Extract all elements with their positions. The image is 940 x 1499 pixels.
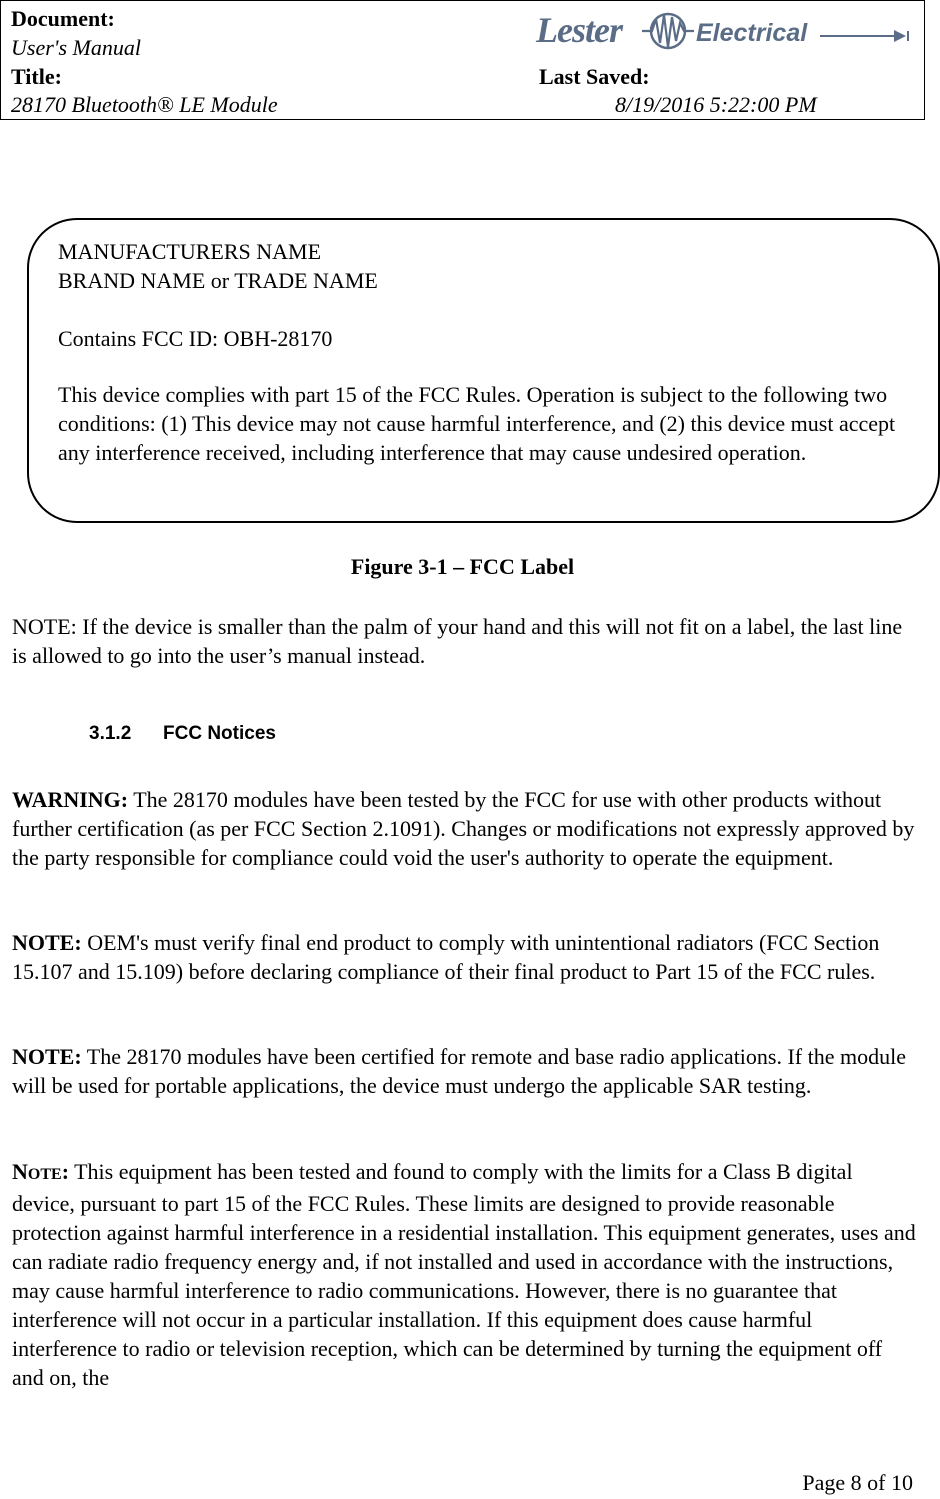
note-label-size: NOTE: If the device is smaller than the palm of your hand and this will not fit on a label, the last line is allowed to go into the user’s manual instead. (12, 614, 903, 668)
section-number: 3.1.2 (89, 723, 132, 744)
page-number: Page 8 of 10 (802, 1470, 913, 1495)
note-oem-paragraph (12, 928, 917, 986)
note-sar-lead: NOTE: (12, 1044, 82, 1069)
document-header (0, 0, 925, 120)
company-logo (536, 7, 916, 57)
brand-name: BRAND NAME or TRADE NAME (58, 268, 378, 293)
manufacturer-name: MANUFACTURERS NAME (58, 239, 322, 264)
fcc-label-box (27, 218, 940, 523)
last-saved-label: Last Saved: (539, 64, 650, 89)
note-sar-paragraph (12, 1042, 917, 1100)
compliance-statement: This device complies with part 15 of the FCC Rules. Operation is subject to the following two conditions: (1) This device may not cause harmful interference, and (2) this device must accept any interference received, including interference that may cause undesired operation. (58, 382, 896, 465)
waveform-icon (640, 9, 696, 53)
warning-paragraph (12, 785, 917, 872)
fcc-id: Contains FCC ID: OBH-28170 (58, 326, 333, 351)
note-sar-text: The 28170 modules have been certified for remote and base radio applications. If the module will be used for portable applications, the device must undergo the applicable SAR testing. (12, 1044, 906, 1098)
logo-script-text: Lester (536, 10, 622, 50)
document-label: Document: (11, 6, 115, 31)
document-value: User's Manual (11, 35, 141, 60)
note-oem-text: OEM's must verify final end product to comply with unintentional radiators (FCC Section 15.107 and 15.109) before declaring compliance of their final product to Part 15 of the FCC rules. (12, 930, 880, 984)
title-value: 28170 Bluetooth® LE Module (11, 92, 278, 117)
warning-text: The 28170 modules have been tested by the FCC for use with other products without further certification (as per FCC Section 2.1091). Changes or modifications not expressly approved by the party responsible for compliance could void the user's authority to operate the equipment. (12, 787, 915, 870)
last-saved-value: 8/19/2016 5:22:00 PM (615, 92, 817, 117)
title-label: Title: (11, 64, 62, 89)
logo-arrow-icon (820, 29, 912, 43)
note-classb-lead-colon: : (61, 1159, 70, 1184)
note-classb-lead-rest: OTE (27, 1166, 62, 1183)
note-classb-paragraph (12, 1157, 917, 1392)
note-classb-lead (12, 1159, 69, 1184)
note-classb-lead-first: N (12, 1159, 28, 1184)
section-title: FCC Notices (163, 723, 276, 744)
warning-lead: WARNING: (12, 787, 129, 812)
note-classb-text: This equipment has been tested and found to comply with the limits for a Class B digital device, pursuant to part 15 of the FCC Rules. These limits are designed to provide reasonable protection against harmful interference in a residential installation. This equipment generates, uses and can radiate radio frequency energy and, if not installed and used in accordance with the instructions, may cause harmful interference to radio communications. However, there is no guarantee that interference will not occur in a particular installation. If this equipment does cause harmful interference to radio or television reception, which can be determined by turning the equipment off and on, the (12, 1159, 916, 1390)
figure-caption: Figure 3-1 – FCC Label (350, 554, 575, 579)
note-oem-lead: NOTE: (12, 930, 82, 955)
logo-word-text: Electrical (696, 19, 808, 47)
